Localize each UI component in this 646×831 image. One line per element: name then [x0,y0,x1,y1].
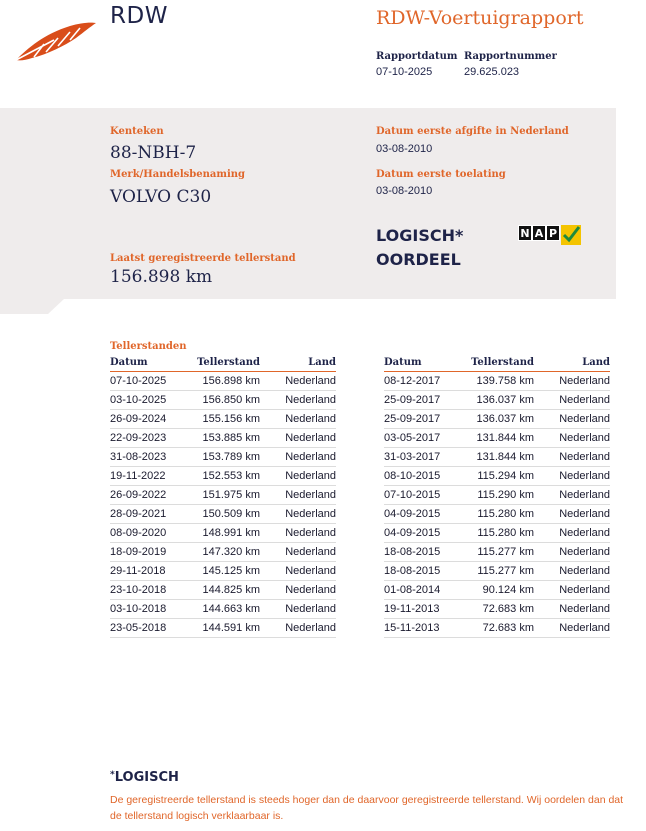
table-header [384,357,610,372]
cell-land: Nederland [285,622,336,634]
cell-datum: 04-09-2015 [384,508,441,520]
cell-datum: 23-10-2018 [110,584,167,596]
cell-datum: 25-09-2017 [384,394,441,406]
cell-land: Nederland [559,451,610,463]
cell-tellerstand: 151.975 km [202,489,260,501]
nap-letter-p: P [546,225,560,241]
table-row [110,505,336,524]
header-datum: Datum [384,357,422,368]
cell-land: Nederland [285,546,336,558]
cell-land: Nederland [285,527,336,539]
table-row [384,372,610,391]
table-row [384,505,610,524]
cell-tellerstand: 90.124 km [482,584,534,596]
oordeel-line-2: OORDEEL [376,250,461,269]
table-row [110,429,336,448]
cell-tellerstand: 72.683 km [482,603,534,615]
cell-datum: 19-11-2013 [384,603,440,615]
table-row [384,486,610,505]
cell-datum: 18-09-2019 [110,546,167,558]
cell-tellerstand: 153.789 km [202,451,260,463]
merk-label: Merk/Handelsbenaming [110,169,246,180]
header-datum: Datum [110,357,148,368]
cell-tellerstand: 115.277 km [477,546,534,558]
header-land: Land [582,357,610,368]
cell-land: Nederland [559,432,610,444]
table-row [110,448,336,467]
kenteken-value: 88-NBH-7 [110,143,197,163]
cell-datum: 25-09-2017 [384,413,441,425]
rapportnummer-value: 29.625.023 [464,66,520,78]
cell-datum: 03-10-2018 [110,603,167,615]
table-row [110,467,336,486]
cell-land: Nederland [559,394,610,406]
cell-land: Nederland [285,432,336,444]
cell-land: Nederland [285,394,336,406]
footnote-title [110,770,179,785]
cell-land: Nederland [559,470,610,482]
cell-land: Nederland [285,375,336,387]
eerste-afgifte-value: 03-08-2010 [376,143,433,155]
cell-land: Nederland [285,508,336,520]
cell-tellerstand: 152.553 km [202,470,260,482]
cell-land: Nederland [559,413,610,425]
table-row [110,391,336,410]
tellerstand-label: Laatst geregistreerde tellerstand [110,253,296,264]
cell-land: Nederland [285,451,336,463]
cell-datum: 31-03-2017 [384,451,441,463]
cell-land: Nederland [285,413,336,425]
tellerstanden-title: Tellerstanden [110,341,187,352]
tellerstand-value: 156.898 km [110,267,213,287]
cell-land: Nederland [559,375,610,387]
tellerstanden-table-left [110,357,336,638]
cell-land: Nederland [285,489,336,501]
cell-tellerstand: 147.320 km [202,546,260,558]
table-row [384,600,610,619]
cell-tellerstand: 144.663 km [202,603,260,615]
table-header [110,357,336,372]
eerste-afgifte-label: Datum eerste afgifte in Nederland [376,126,569,137]
oordeel-label [376,224,463,272]
table-row [384,543,610,562]
report-title: RDW-Voertuigrapport [376,7,584,29]
rapportdatum-label: Rapportdatum [376,51,458,62]
cell-tellerstand: 145.125 km [202,565,260,577]
cell-tellerstand: 150.509 km [202,508,260,520]
cell-tellerstand: 155.156 km [202,413,260,425]
cell-tellerstand: 115.280 km [477,527,534,539]
tellerstanden-table-right [384,357,610,638]
cell-tellerstand: 156.850 km [202,394,260,406]
cell-datum: 07-10-2015 [384,489,441,501]
cell-datum: 23-05-2018 [110,622,167,634]
cell-land: Nederland [559,603,610,615]
cell-land: Nederland [285,470,336,482]
table-row [384,467,610,486]
nap-logo [518,221,581,241]
cell-land: Nederland [285,603,336,615]
cell-land: Nederland [559,527,610,539]
cell-datum: 31-08-2023 [110,451,167,463]
cell-land: Nederland [559,546,610,558]
rapportdatum-value: 07-10-2025 [376,66,433,78]
oordeel-line-1: LOGISCH* [376,226,464,245]
table-row [110,524,336,543]
header-land: Land [308,357,336,368]
table-row [110,619,336,638]
cell-datum: 03-05-2017 [384,432,441,444]
cell-land: Nederland [559,565,610,577]
cell-datum: 28-09-2021 [110,508,167,520]
cell-tellerstand: 136.037 km [476,394,534,406]
table-row [384,448,610,467]
table-row [110,372,336,391]
cell-land: Nederland [559,622,610,634]
cell-datum: 26-09-2024 [110,413,167,425]
eerste-toelating-value: 03-08-2010 [376,185,433,197]
cell-tellerstand: 115.280 km [477,508,534,520]
cell-datum: 08-12-2017 [384,375,441,387]
table-row [384,619,610,638]
eerste-toelating-label: Datum eerste toelating [376,169,506,180]
table-row [110,562,336,581]
table-row [384,562,610,581]
cell-land: Nederland [559,489,610,501]
checkmark-icon [561,225,581,245]
cell-tellerstand: 139.758 km [476,375,534,387]
nap-letter-n: N [518,225,532,241]
table-row [110,543,336,562]
cell-datum: 22-09-2023 [110,432,167,444]
cell-datum: 26-09-2022 [110,489,167,501]
table-row [384,410,610,429]
cell-tellerstand: 156.898 km [202,375,260,387]
footnote-star: * [110,770,115,780]
header-tellerstand: Tellerstand [197,357,260,368]
cell-datum: 18-08-2015 [384,565,441,577]
table-row [110,410,336,429]
cell-tellerstand: 131.844 km [476,451,534,463]
cell-tellerstand: 153.885 km [202,432,260,444]
vehicle-summary-panel [0,108,616,314]
cell-datum: 04-09-2015 [384,527,441,539]
cell-tellerstand: 136.037 km [476,413,534,425]
table-row [384,429,610,448]
cell-tellerstand: 115.290 km [477,489,534,501]
nap-letter-a: A [532,225,546,241]
merk-value: VOLVO C30 [110,187,212,207]
brand-name: RDW [110,3,168,29]
header-tellerstand: Tellerstand [471,357,534,368]
cell-land: Nederland [285,584,336,596]
table-row [110,600,336,619]
cell-datum: 15-11-2013 [384,622,440,634]
table-row [110,486,336,505]
table-row [384,581,610,600]
cell-land: Nederland [285,565,336,577]
cell-datum: 08-09-2020 [110,527,167,539]
cell-datum: 19-11-2022 [110,470,166,482]
cell-datum: 08-10-2015 [384,470,441,482]
cell-tellerstand: 144.591 km [202,622,260,634]
cell-tellerstand: 148.991 km [202,527,260,539]
cell-datum: 03-10-2025 [110,394,167,406]
footnote-text: De geregistreerde tellerstand is steeds hoger dan de daarvoor geregistreerde tellerstand. Wij oordelen dan dat de tellerstand logisch verklaarbaar is. [110,794,624,822]
table-row [110,581,336,600]
cell-land: Nederland [559,508,610,520]
cell-tellerstand: 115.294 km [477,470,534,482]
footnote-title-text: LOGISCH [114,770,179,785]
table-row [384,391,610,410]
cell-tellerstand: 131.844 km [476,432,534,444]
rapportnummer-label: Rapportnummer [464,51,557,62]
table-row [384,524,610,543]
cell-tellerstand: 72.683 km [482,622,534,634]
cell-tellerstand: 115.277 km [477,565,534,577]
cell-land: Nederland [559,584,610,596]
cell-tellerstand: 144.825 km [202,584,260,596]
kenteken-label: Kenteken [110,126,164,137]
rdw-feather-logo-icon [14,18,98,64]
cell-datum: 18-08-2015 [384,546,441,558]
cell-datum: 07-10-2025 [110,375,167,387]
cell-datum: 01-08-2014 [384,584,441,596]
cell-datum: 29-11-2018 [110,565,166,577]
